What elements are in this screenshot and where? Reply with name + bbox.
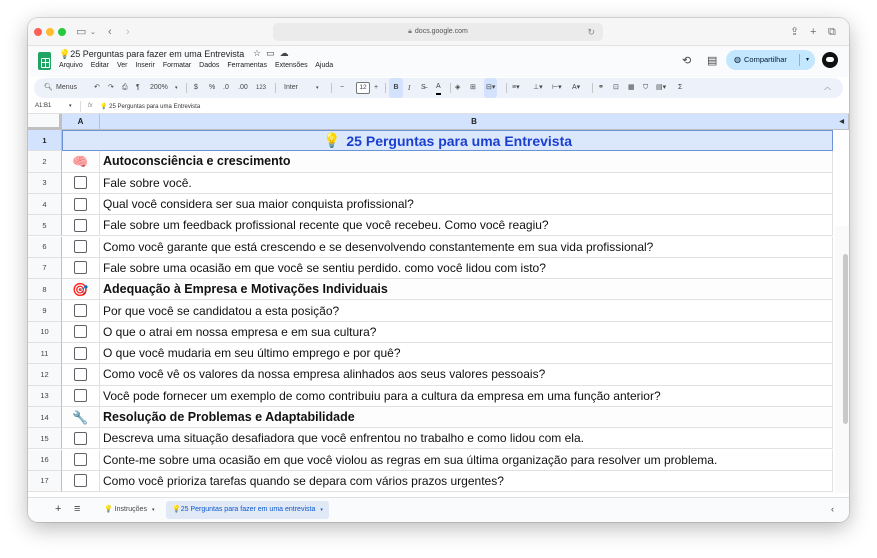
question-cell[interactable]: Você pode fornecer um exemplo de como contribuiu para a cultura da empresa em uma função anterior?: [100, 386, 833, 407]
question-checkbox[interactable]: [74, 347, 87, 360]
vertical-align-icon[interactable]: ⊥▾: [533, 84, 543, 91]
row-number[interactable]: 7: [28, 258, 62, 279]
percent-format-button[interactable]: %: [209, 84, 216, 91]
decrease-decimal-button[interactable]: .0: [223, 84, 229, 91]
section-heading-cell[interactable]: Adequação à Empresa e Motivações Individuais: [100, 279, 833, 300]
table-row: [28, 258, 833, 279]
font-size-input[interactable]: 12: [356, 82, 370, 94]
title-row: [28, 130, 833, 151]
toolbar-divider: [385, 83, 386, 93]
chevron-down-icon[interactable]: ⌄: [90, 29, 96, 36]
toolbar-divider: [186, 83, 187, 93]
cell-a[interactable]: [62, 343, 100, 364]
filter-icon[interactable]: ⛉: [643, 84, 649, 91]
filter-views-icon[interactable]: ▤▾: [656, 84, 667, 91]
menu-inserir[interactable]: Inserir: [135, 62, 155, 69]
redo-icon[interactable]: ↷: [108, 84, 114, 91]
text-wrapping-icon[interactable]: ⊢▾: [552, 84, 562, 91]
column-header-b[interactable]: [100, 114, 849, 130]
toolbar-divider: [450, 83, 451, 93]
cell-a[interactable]: [62, 364, 100, 385]
table-row: [28, 428, 833, 449]
fill-color-icon[interactable]: ◈: [455, 84, 461, 91]
text-rotation-icon[interactable]: A▾: [572, 84, 581, 91]
share-label: Compartilhar: [743, 55, 787, 64]
increase-font-size-button[interactable]: +: [374, 84, 379, 91]
formula-input[interactable]: 💡 25 Perguntas para uma Entrevista: [100, 104, 201, 110]
cell-a[interactable]: [62, 215, 100, 236]
functions-icon[interactable]: Σ: [678, 84, 683, 91]
vertical-scrollbar-thumb[interactable]: [843, 254, 848, 424]
cell-a[interactable]: [62, 151, 100, 172]
row-number[interactable]: 4: [28, 194, 62, 215]
brain-icon: 🧠: [72, 153, 89, 169]
lock-icon: 🔒︎: [408, 28, 412, 35]
sheet-tab-label: 💡25 Perguntas para fazer em uma entrevista: [172, 506, 316, 513]
spreadsheet-grid: [28, 114, 849, 493]
title-actions: [253, 48, 294, 59]
cell-a[interactable]: [62, 258, 100, 279]
question-checkbox[interactable]: [74, 432, 87, 445]
row-number[interactable]: 14: [28, 407, 62, 428]
search-menus-label[interactable]: Menus: [56, 84, 78, 91]
history-icon[interactable]: ⟲: [682, 55, 692, 67]
zoom-dropdown-icon[interactable]: ▾: [175, 85, 178, 91]
question-checkbox[interactable]: [74, 389, 87, 402]
menu-ver[interactable]: Ver: [116, 62, 128, 69]
question-cell[interactable]: O que o atrai em nossa empresa e em sua cultura?: [100, 322, 833, 343]
table-row: [28, 471, 833, 492]
fx-label: fx: [88, 103, 93, 109]
question-checkbox[interactable]: [74, 368, 87, 381]
share-dropdown-icon[interactable]: ▾: [805, 57, 809, 63]
minimize-window-button[interactable]: [46, 28, 54, 36]
row-number[interactable]: 8: [28, 279, 62, 300]
print-icon[interactable]: ⎙: [122, 84, 128, 91]
cell-a[interactable]: [62, 471, 100, 492]
share-icon[interactable]: ⇪: [790, 26, 800, 38]
cell-a[interactable]: [62, 407, 100, 428]
table-row: [28, 364, 833, 385]
decrease-font-size-button[interactable]: −: [340, 84, 345, 91]
question-cell[interactable]: Fale sobre você.: [100, 173, 833, 194]
row-number[interactable]: 10: [28, 322, 62, 343]
cloud-status-icon: ☁: [279, 48, 294, 58]
move-folder-icon[interactable]: ▭: [266, 48, 280, 58]
question-checkbox[interactable]: [74, 474, 87, 487]
table-row: [28, 343, 833, 364]
section-row: [28, 407, 833, 428]
avatar[interactable]: [822, 52, 838, 68]
name-box[interactable]: A1:B1: [35, 103, 52, 109]
formatting-toolbar: [34, 78, 843, 98]
menu-bar: [59, 62, 339, 69]
menu-ferramentas[interactable]: Ferramentas: [227, 62, 268, 69]
question-cell[interactable]: Qual você considera ser sua maior conquista profissional?: [100, 194, 833, 215]
sheet-title-cell[interactable]: [62, 130, 833, 151]
borders-icon[interactable]: ⊞: [470, 84, 476, 91]
formula-bar: [28, 100, 849, 114]
section-heading-cell[interactable]: Autoconsciência e crescimento: [100, 151, 833, 172]
all-sheets-icon[interactable]: ≡: [74, 503, 81, 515]
insert-link-icon[interactable]: ⚭: [598, 84, 604, 91]
horizontal-align-icon[interactable]: ≡▾: [512, 84, 520, 91]
table-row: [28, 237, 833, 258]
insert-comment-icon[interactable]: ⊡: [613, 84, 619, 91]
number-format-button[interactable]: 123: [256, 85, 267, 91]
tab-overview-icon[interactable]: ⧉: [828, 26, 836, 38]
sheet-tab-menu-icon[interactable]: ▾: [151, 507, 155, 513]
sheet-tab-instrucoes[interactable]: [98, 501, 160, 519]
table-row: [28, 300, 833, 321]
hide-menus-icon[interactable]: ︿: [824, 84, 831, 91]
menu-dados[interactable]: Dados: [199, 62, 220, 69]
row-number[interactable]: 9: [28, 300, 62, 321]
sheet-scroll-left-icon[interactable]: ‹: [831, 504, 834, 514]
reload-icon[interactable]: ↻: [587, 27, 595, 37]
question-checkbox[interactable]: [74, 325, 87, 338]
bold-button[interactable]: B: [389, 78, 403, 98]
target-icon: 🎯: [72, 281, 89, 297]
table-row: [28, 450, 833, 471]
row-number[interactable]: 3: [28, 173, 62, 194]
add-sheet-icon[interactable]: +: [55, 503, 62, 515]
question-cell[interactable]: Fale sobre um feedback profissional recente que você recebeu. Como você reagiu?: [100, 215, 833, 236]
lightbulb-icon: 💡: [322, 132, 341, 149]
question-checkbox[interactable]: [74, 176, 87, 189]
question-cell[interactable]: Fale sobre uma ocasião em que você se sentiu perdido. como você lidou com isto?: [100, 258, 833, 279]
url-text: docs.google.com: [414, 28, 468, 35]
question-cell[interactable]: Conte-me sobre uma ocasião em que você violou as regras em sua última organização para resolver um problema.: [100, 450, 833, 471]
document-title[interactable]: 💡25 Perguntas para fazer em uma Entrevista: [59, 49, 245, 59]
section-row: [28, 279, 833, 300]
sheet-tab-perguntas[interactable]: [166, 501, 329, 519]
row-number[interactable]: 15: [28, 428, 62, 449]
row-number[interactable]: 12: [28, 364, 62, 385]
menu-extensoes[interactable]: Extensões: [275, 62, 308, 69]
strikethrough-icon[interactable]: S̶: [421, 84, 426, 91]
new-tab-icon[interactable]: +: [810, 26, 817, 38]
row-number[interactable]: 17: [28, 471, 62, 492]
menu-ajuda[interactable]: Ajuda: [315, 62, 334, 69]
question-cell[interactable]: Por que você se candidatou a esta posição?: [100, 300, 833, 321]
sheet-tab-label: 💡 Instruções: [104, 506, 147, 513]
question-cell[interactable]: O que você mudaria em seu último emprego e por quê?: [100, 343, 833, 364]
row-number[interactable]: 2: [28, 151, 62, 172]
wrench-icon: 🔧: [72, 409, 89, 425]
menu-editar[interactable]: Editar: [90, 62, 109, 69]
share-button[interactable]: [726, 50, 815, 70]
sheet-tab-menu-icon[interactable]: ▾: [320, 507, 323, 513]
cell-a[interactable]: [62, 428, 100, 449]
search-menus-icon[interactable]: 🔍︎: [44, 84, 53, 91]
cell-a[interactable]: [62, 279, 100, 300]
column-header-a[interactable]: A: [62, 114, 100, 130]
table-row: [28, 386, 833, 407]
question-cell[interactable]: Como você vê os valores da nossa empresa alinhados aos seus valores pessoais?: [100, 364, 833, 385]
cell-a[interactable]: [62, 194, 100, 215]
sidebar-toggle-icon[interactable]: ▭: [76, 26, 87, 38]
collapse-panel-icon[interactable]: ◀: [839, 119, 844, 125]
sheets-logo-icon[interactable]: [38, 52, 51, 70]
section-heading-cell[interactable]: Resolução de Problemas e Adaptabilidade: [100, 407, 833, 428]
table-row: [28, 322, 833, 343]
cell-a[interactable]: [62, 386, 100, 407]
question-cell[interactable]: Como você prioriza tarefas quando se depara com vários prazos urgentes?: [100, 471, 833, 492]
menu-formatar[interactable]: Formatar: [162, 62, 192, 69]
cell-a[interactable]: [62, 300, 100, 321]
question-cell[interactable]: Como você garante que está crescendo e se desenvolvendo constantemente em sua vida profissional?: [100, 237, 833, 258]
row-number[interactable]: 6: [28, 237, 62, 258]
row-number[interactable]: 11: [28, 343, 62, 364]
back-icon[interactable]: ‹: [108, 26, 112, 38]
browser-titlebar: [28, 18, 849, 46]
address-bar[interactable]: [273, 23, 603, 41]
toolbar-divider: [331, 83, 332, 93]
text-color-button[interactable]: A: [436, 81, 441, 95]
select-all-corner[interactable]: [28, 114, 62, 130]
increase-decimal-button[interactable]: .00: [238, 84, 248, 91]
question-checkbox[interactable]: [74, 219, 87, 232]
close-window-button[interactable]: [34, 28, 42, 36]
comments-icon[interactable]: ▤: [707, 55, 718, 67]
cell-a[interactable]: [62, 322, 100, 343]
sheets-header: [28, 46, 849, 77]
share-divider: [799, 54, 800, 66]
zoom-select[interactable]: 200%: [150, 84, 168, 91]
font-dropdown-icon[interactable]: ▾: [316, 85, 319, 91]
forward-icon: ›: [126, 26, 130, 38]
toolbar-divider: [592, 83, 593, 93]
menu-arquivo[interactable]: Arquivo: [59, 62, 83, 69]
table-row: [28, 194, 833, 215]
undo-icon[interactable]: ↶: [94, 84, 100, 91]
merge-cells-icon[interactable]: ⊟▾: [484, 78, 497, 98]
browser-window: [28, 18, 849, 522]
row-number[interactable]: 13: [28, 386, 62, 407]
question-checkbox[interactable]: [74, 453, 87, 466]
sheet-tabs-bar: [28, 497, 849, 522]
star-icon[interactable]: ☆: [253, 48, 267, 58]
question-checkbox[interactable]: [74, 304, 87, 317]
currency-format-button[interactable]: $: [194, 84, 198, 91]
toolbar-divider: [506, 83, 507, 93]
question-checkbox[interactable]: [74, 240, 87, 253]
formula-divider: [80, 101, 81, 112]
column-header-b-label: B: [471, 117, 477, 126]
question-cell[interactable]: Descreva uma situação desafiadora que você enfrentou no trabalho e como lidou com ela.: [100, 428, 833, 449]
italic-button[interactable]: I: [408, 84, 411, 92]
table-row: [28, 173, 833, 194]
globe-icon: ◍: [734, 55, 741, 64]
zoom-window-button[interactable]: [58, 28, 66, 36]
row-number[interactable]: 16: [28, 450, 62, 471]
question-checkbox[interactable]: [74, 198, 87, 211]
section-row: [28, 151, 833, 172]
font-select[interactable]: Inter: [284, 84, 299, 91]
toolbar-divider: [275, 83, 276, 93]
insert-chart-icon[interactable]: ▦: [628, 84, 635, 91]
row-number[interactable]: 5: [28, 215, 62, 236]
cell-a[interactable]: [62, 237, 100, 258]
name-box-dropdown-icon[interactable]: ▾: [69, 103, 72, 109]
paint-format-icon[interactable]: ¶: [136, 84, 140, 91]
sheet-title-text: 25 Perguntas para uma Entrevista: [346, 132, 573, 149]
table-row: [28, 215, 833, 236]
cell-a[interactable]: [62, 173, 100, 194]
row-number[interactable]: 1: [28, 130, 62, 151]
question-checkbox[interactable]: [74, 261, 87, 274]
cell-a[interactable]: [62, 450, 100, 471]
